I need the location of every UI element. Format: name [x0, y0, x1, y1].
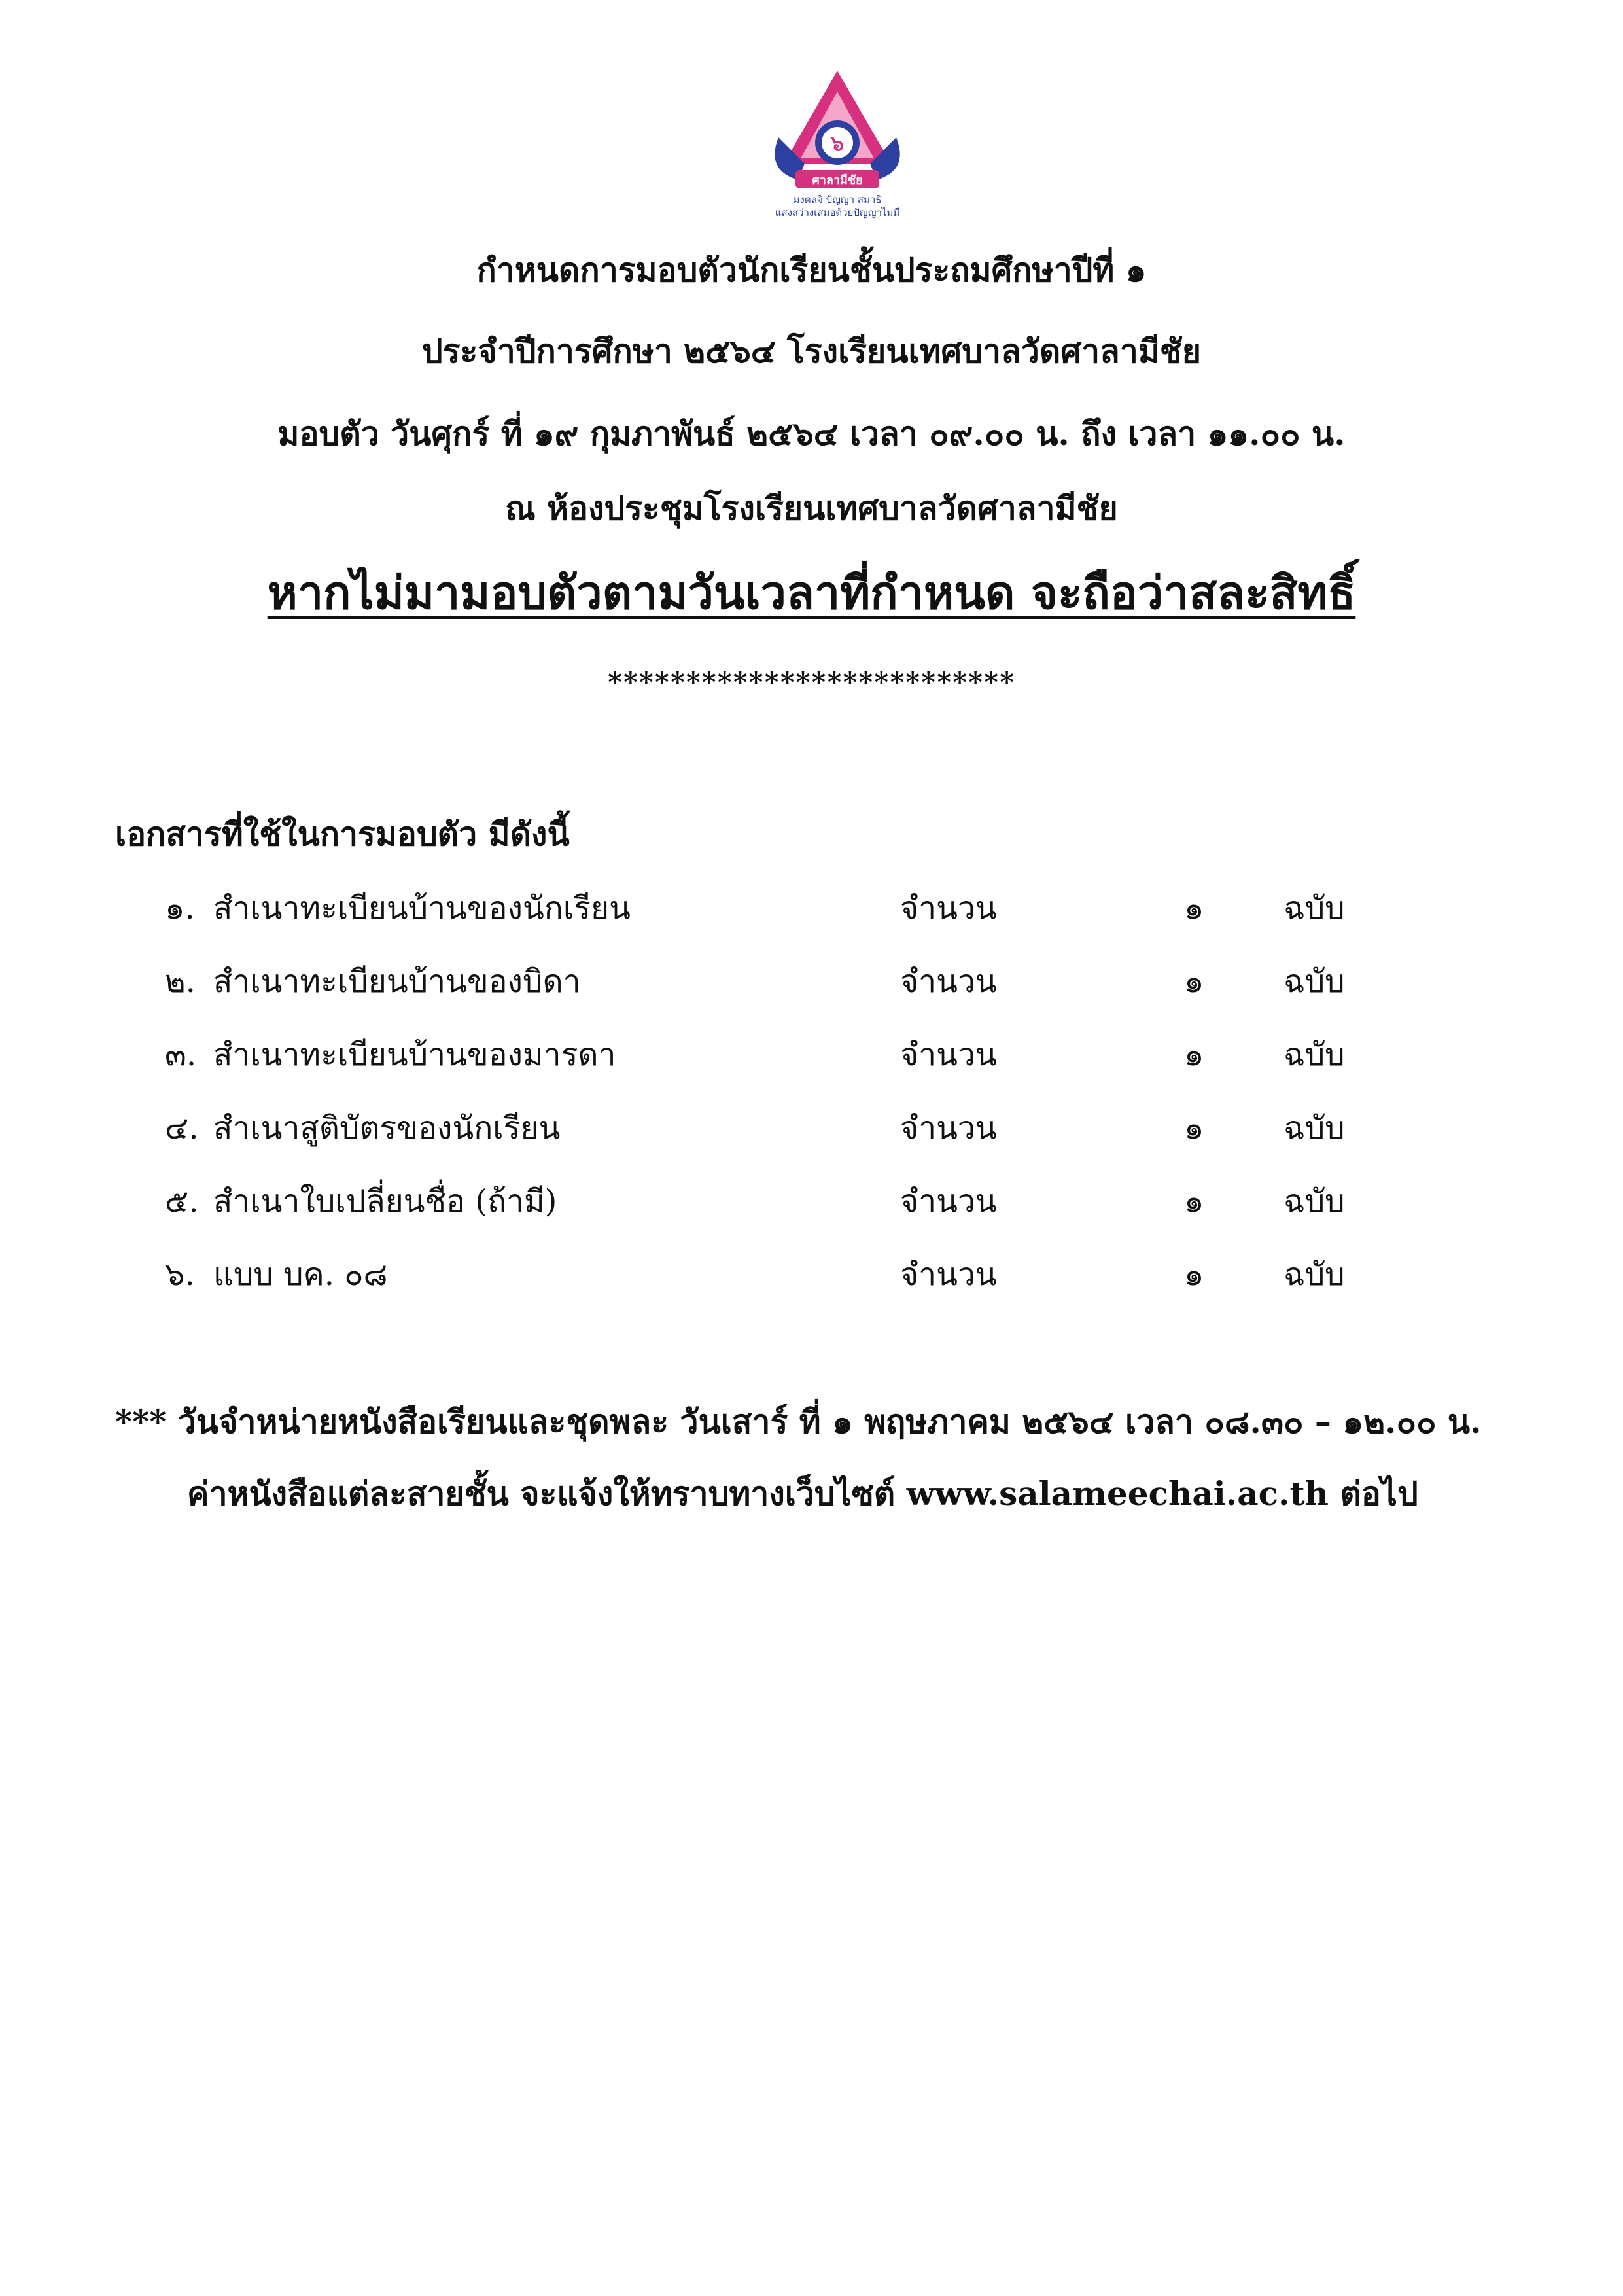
svg-text:มงคลจิ ปัญญา สมาธิ: มงคลจิ ปัญญา สมาธิ: [793, 194, 882, 205]
document-label: สำเนาทะเบียนบ้านของนักเรียน: [213, 890, 631, 927]
document-label: สำเนาใบเปลี่ยนชื่อ (ถ้ามี): [213, 1183, 557, 1220]
school-logo: [739, 65, 935, 222]
document-label: สำเนาสูติบัตรของนักเรียน: [213, 1110, 561, 1146]
svg-text:ศาลามีชัย: ศาลามีชัย: [812, 173, 863, 187]
document-number: ๓.: [165, 1036, 197, 1073]
document-number: ๑.: [165, 890, 195, 927]
document-amount-label: จำนวน: [900, 963, 997, 1000]
separator-stars: **************************: [607, 666, 1016, 698]
document-item: [0, 1248, 1623, 1301]
document-quantity: ๑: [1184, 890, 1204, 927]
document-quantity: ๑: [1184, 1036, 1204, 1073]
document-number: ๖.: [165, 1256, 195, 1293]
document-unit: ฉบับ: [1283, 1183, 1345, 1220]
document-item: [0, 1175, 1623, 1227]
document-label: แบบ บค. ๐๘: [213, 1256, 388, 1293]
document-item: [0, 882, 1623, 934]
document-unit: ฉบับ: [1283, 1110, 1345, 1146]
document-item: [0, 1029, 1623, 1081]
document-unit: ฉบับ: [1283, 963, 1345, 1000]
document-unit: ฉบับ: [1283, 1036, 1345, 1073]
heading-date-time: มอบตัว วันศุกร์ ที่ ๑๙ กุมภาพันธ์ ๒๕๖๔ เวลา ๐๙.๐๐ น. ถึง เวลา ๑๑.๐๐ น.: [277, 414, 1346, 453]
heading-academic-year: ประจำปีการศึกษา ๒๕๖๔ โรงเรียนเทศบาลวัดศาลามีชัย: [421, 332, 1202, 370]
heading-location: ณ ห้องประชุมโรงเรียนเทศบาลวัดศาลามีชัย: [505, 489, 1118, 527]
document-amount-label: จำนวน: [900, 1110, 997, 1146]
forfeit-warning: หากไม่มามอบตัวตามวันเวลาที่กำหนด จะถือว่าสละสิทธิ์: [267, 565, 1356, 620]
heading-title: กำหนดการมอบตัวนักเรียนชั้นประถมศึกษาปีที่ ๑: [476, 251, 1147, 289]
document-number: ๕.: [165, 1183, 199, 1220]
textbook-sale-note: *** วันจำหน่ายหนังสือเรียนและชุดพละ วันเสาร์ ที่ ๑ พฤษภาคม ๒๕๖๔ เวลา ๐๘.๓๐ – ๑๒.๐๐ น.: [115, 1402, 1482, 1441]
document-amount-label: จำนวน: [900, 1183, 997, 1220]
document-item: [0, 1102, 1623, 1154]
document-quantity: ๑: [1184, 963, 1204, 1000]
textbook-price-note: ค่าหนังสือแต่ละสายชั้น จะแจ้งให้ทราบทางเว็บไซต์ www.salameechai.ac.th ต่อไป: [187, 1474, 1418, 1513]
svg-text:แสงสว่างเสมอด้วยปัญญาไม่มี: แสงสว่างเสมอด้วยปัญญาไม่มี: [775, 207, 900, 219]
document-unit: ฉบับ: [1283, 890, 1345, 927]
document-quantity: ๑: [1184, 1183, 1204, 1220]
document-amount-label: จำนวน: [900, 1256, 997, 1293]
document-number: ๒.: [165, 963, 196, 1000]
document-label: สำเนาทะเบียนบ้านของมารดา: [213, 1036, 616, 1073]
document-label: สำเนาทะเบียนบ้านของบิดา: [213, 963, 581, 1000]
svg-text:๖: ๖: [830, 131, 845, 156]
documents-heading: เอกสารที่ใช้ในการมอบตัว มีดังนี้: [115, 815, 570, 853]
document-amount-label: จำนวน: [900, 890, 997, 927]
document-number: ๔.: [165, 1110, 199, 1146]
document-quantity: ๑: [1184, 1110, 1204, 1146]
document-item: [0, 955, 1623, 1008]
document-quantity: ๑: [1184, 1256, 1204, 1293]
document-unit: ฉบับ: [1283, 1256, 1345, 1293]
document-amount-label: จำนวน: [900, 1036, 997, 1073]
